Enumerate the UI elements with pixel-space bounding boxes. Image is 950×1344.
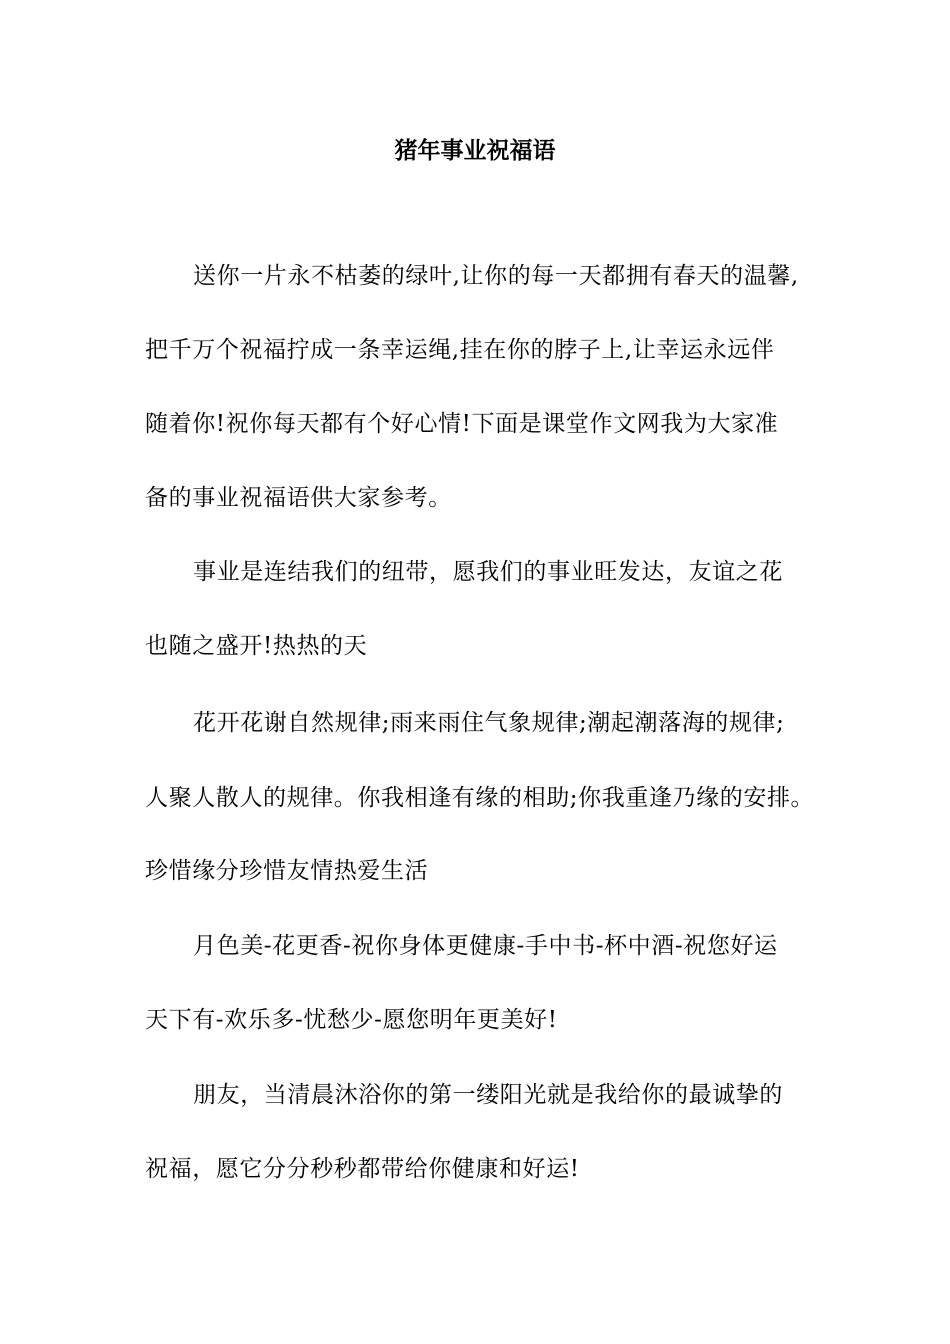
- paragraph-5-line-2: 祝福，愿它分分秒秒都带给你健康和好运!: [145, 1156, 580, 1182]
- paragraph-2-line-1: 事业是连结我们的纽带，愿我们的事业旺发达，友谊之花: [193, 559, 783, 585]
- paragraph-1-line-4: 备的事业祝福语供大家参考。: [145, 485, 452, 511]
- paragraph-3-line-3: 珍惜缘分珍惜友情热爱生活: [145, 858, 429, 884]
- paragraph-3-line-1: 花开花谢自然规律;雨来雨住气象规律;潮起潮落海的规律;: [193, 710, 785, 736]
- document-title: 猪年事业祝福语: [394, 138, 556, 164]
- paragraph-2-line-2: 也随之盛开!热热的天: [145, 633, 368, 659]
- paragraph-1-line-3: 随着你!祝你每天都有个好心情!下面是课堂作文网我为大家准: [145, 411, 779, 437]
- paragraph-1-line-2: 把千万个祝福拧成一条幸运绳,挂在你的脖子上,让幸运永远伴: [145, 337, 775, 363]
- paragraph-5-line-1: 朋友，当清晨沐浴你的第一缕阳光就是我给你的最诚挚的: [193, 1082, 783, 1108]
- paragraph-4-line-1: 月色美-花更香-祝你身体更健康-手中书-杯中酒-祝您好运: [193, 933, 778, 959]
- paragraph-3-line-2: 人聚人散人的规律。你我相逢有缘的相助;你我重逢乃缘的安排。: [145, 785, 815, 811]
- paragraph-4-line-2: 天下有-欢乐多-忧愁少-愿您明年更美好!: [145, 1007, 558, 1033]
- paragraph-1-line-1: 送你一片永不枯萎的绿叶,让你的每一天都拥有春天的温馨,: [193, 263, 799, 289]
